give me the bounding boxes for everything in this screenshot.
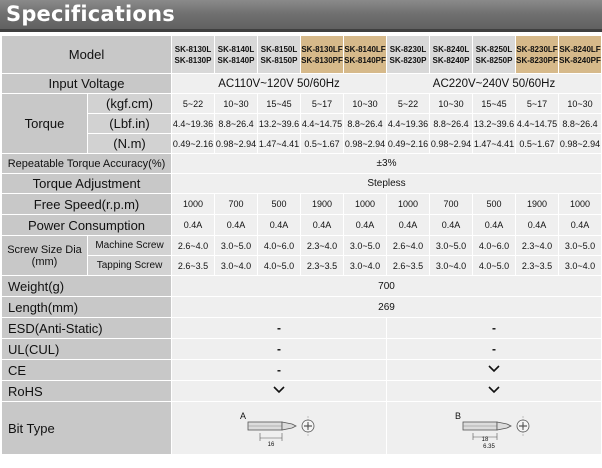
tapping-screw-label: Tapping Screw <box>88 256 172 276</box>
tapping-screw-cell: 2.6~3.5 <box>172 256 215 276</box>
ce-left <box>172 360 387 381</box>
ce-row <box>2 360 602 381</box>
model-cell: SK-8140L SK-8140P <box>215 36 258 74</box>
bit-b-icon <box>449 407 539 449</box>
torque-nm-cell: 0.5~1.67 <box>301 134 344 154</box>
torque-lbf-cell: 4.4~14.75 <box>301 114 344 134</box>
free-speed-cell: 1000 <box>172 194 215 215</box>
torque-lbf-cell: 8.8~26.4 <box>215 114 258 134</box>
torque-adjust-value: Stepless <box>172 174 602 194</box>
torque-nm-cell: 0.98~2.94 <box>559 134 602 154</box>
free-speed-cell: 1000 <box>387 194 430 215</box>
tapping-screw-cell: 3.0~4.0 <box>344 256 387 276</box>
model-cell: SK-8230LF SK-8230PF <box>516 36 559 74</box>
power-cell: 0.4A <box>172 215 215 236</box>
model-cell: SK-8150L SK-8150P <box>258 36 301 74</box>
model-label: Model <box>2 36 172 74</box>
torque-lbf-cell: 4.4~19.36 <box>387 114 430 134</box>
free-speed-cell: 700 <box>430 194 473 215</box>
power-cell: 0.4A <box>516 215 559 236</box>
ul-left <box>172 339 387 360</box>
torque-kgf-cell: 15~45 <box>473 94 516 114</box>
weight-row <box>2 276 602 297</box>
ul-row <box>2 339 602 360</box>
tapping-screw-row <box>2 256 602 276</box>
esd-row <box>2 318 602 339</box>
torque-lbf-cell: 4.4~14.75 <box>516 114 559 134</box>
voltage-right: AC220V~240V 50/60Hz <box>387 74 602 94</box>
torque-kgf-cell: 10~30 <box>430 94 473 114</box>
model-row <box>2 36 602 74</box>
power-cell: 0.4A <box>559 215 602 236</box>
free-speed-cell: 700 <box>215 194 258 215</box>
torque-kgf-label: (kgf.cm) <box>88 94 172 114</box>
model-cell: SK-8240LF SK-8240PF <box>559 36 602 74</box>
rohs-right <box>387 381 602 402</box>
torque-lbf-cell: 4.4~19.36 <box>172 114 215 134</box>
screw-size-label: Screw Size Dia (mm) <box>2 236 88 276</box>
power-cell: 0.4A <box>473 215 516 236</box>
power-cell: 0.4A <box>215 215 258 236</box>
repeatable-row <box>2 154 602 174</box>
free-speed-label: Free Speed(r.p.m) <box>2 194 172 215</box>
torque-lbf-cell: 8.8~26.4 <box>344 114 387 134</box>
length-row <box>2 297 602 318</box>
torque-kgf-cell: 10~30 <box>344 94 387 114</box>
model-cell: SK-8250L SK-8250P <box>473 36 516 74</box>
machine-screw-cell: 3.0~5.0 <box>559 236 602 256</box>
length-value: 269 <box>172 297 602 318</box>
voltage-left: AC110V~120V 50/60Hz <box>172 74 387 94</box>
tapping-screw-cell: 2.3~3.5 <box>516 256 559 276</box>
torque-lbf-cell: 13.2~39.6 <box>258 114 301 134</box>
repeatable-label: Repeatable Torque Accuracy(%) <box>2 154 172 174</box>
machine-screw-cell: 3.0~5.0 <box>344 236 387 256</box>
torque-kgf-cell: 5~17 <box>301 94 344 114</box>
power-cell: 0.4A <box>430 215 473 236</box>
torque-nm-cell: 0.98~2.94 <box>215 134 258 154</box>
free-speed-cell: 1900 <box>301 194 344 215</box>
free-speed-cell: 1000 <box>344 194 387 215</box>
model-cell: SK-8230L SK-8230P <box>387 36 430 74</box>
torque-lbf-cell: 13.2~39.6 <box>473 114 516 134</box>
machine-screw-cell: 4.0~6.0 <box>473 236 516 256</box>
bit-type-label: Bit Type <box>2 402 172 455</box>
torque-nm-cell: 0.49~2.16 <box>172 134 215 154</box>
dash-mark: - <box>277 321 282 335</box>
dash-mark: - <box>277 363 282 377</box>
torque-kgf-row <box>2 94 602 114</box>
machine-screw-cell: 2.3~4.0 <box>516 236 559 256</box>
torque-lbf-cell: 8.8~26.4 <box>430 114 473 134</box>
esd-right <box>387 318 602 339</box>
length-label: Length(mm) <box>2 297 172 318</box>
machine-screw-label: Machine Screw <box>88 236 172 256</box>
power-cell: 0.4A <box>387 215 430 236</box>
tapping-screw-cell: 3.0~4.0 <box>215 256 258 276</box>
page-title: Specifications <box>6 2 175 26</box>
input-voltage-label: Input Voltage <box>2 74 172 94</box>
dash-mark: - <box>492 321 497 335</box>
power-cell: 0.4A <box>301 215 344 236</box>
model-cell: SK-8130L SK-8130P <box>172 36 215 74</box>
free-speed-row <box>2 194 602 215</box>
torque-kgf-cell: 10~30 <box>215 94 258 114</box>
power-row <box>2 215 602 236</box>
power-cell: 0.4A <box>344 215 387 236</box>
rohs-row <box>2 381 602 402</box>
bit-type-row <box>2 402 602 455</box>
torque-label: Torque <box>2 94 88 154</box>
free-speed-cell: 500 <box>258 194 301 215</box>
machine-screw-cell: 2.6~4.0 <box>172 236 215 256</box>
svg-text:18: 18 <box>481 437 489 443</box>
repeatable-value: ±3% <box>172 154 602 174</box>
tapping-screw-cell: 3.0~4.0 <box>430 256 473 276</box>
model-cell: SK-8140LF SK-8140PF <box>344 36 387 74</box>
machine-screw-cell: 3.0~5.0 <box>430 236 473 256</box>
machine-screw-cell: 3.0~5.0 <box>215 236 258 256</box>
header-bar <box>0 0 602 32</box>
torque-adjust-label: Torque Adjustment <box>2 174 172 194</box>
machine-screw-cell: 2.6~4.0 <box>387 236 430 256</box>
torque-kgf-cell: 10~30 <box>559 94 602 114</box>
torque-kgf-cell: 5~22 <box>387 94 430 114</box>
torque-nm-cell: 0.98~2.94 <box>344 134 387 154</box>
ce-right <box>387 360 602 381</box>
bit-right <box>387 402 602 455</box>
tapping-screw-cell: 4.0~5.0 <box>258 256 301 276</box>
model-cell: SK-8130LF SK-8130PF <box>301 36 344 74</box>
free-speed-cell: 1000 <box>559 194 602 215</box>
svg-text:16: 16 <box>267 442 275 448</box>
tapping-screw-cell: 3.0~4.0 <box>559 256 602 276</box>
torque-nm-cell: 0.98~2.94 <box>430 134 473 154</box>
torque-lbf-label: (Lbf.in) <box>88 114 172 134</box>
model-cell: SK-8240L SK-8240P <box>430 36 473 74</box>
tapping-screw-cell: 4.0~5.0 <box>473 256 516 276</box>
torque-nm-cell: 1.47~4.41 <box>473 134 516 154</box>
esd-label: ESD(Anti-Static) <box>2 318 172 339</box>
power-cell: 0.4A <box>258 215 301 236</box>
bit-a-icon <box>234 407 324 449</box>
torque-lbf-cell: 8.8~26.4 <box>559 114 602 134</box>
free-speed-cell: 500 <box>473 194 516 215</box>
machine-screw-cell: 2.3~4.0 <box>301 236 344 256</box>
weight-label: Weight(g) <box>2 276 172 297</box>
input-voltage-row <box>2 74 602 94</box>
rohs-label: RoHS <box>2 381 172 402</box>
machine-screw-row <box>2 236 602 256</box>
check-icon <box>273 386 285 394</box>
tapping-screw-cell: 2.3~3.5 <box>301 256 344 276</box>
torque-nm-row <box>2 134 602 154</box>
svg-text:B: B <box>455 411 462 421</box>
check-icon <box>488 386 500 394</box>
torque-nm-cell: 0.49~2.16 <box>387 134 430 154</box>
free-speed-cell: 1900 <box>516 194 559 215</box>
ul-label: UL(CUL) <box>2 339 172 360</box>
dash-mark: - <box>492 342 497 356</box>
weight-value: 700 <box>172 276 602 297</box>
rohs-left <box>172 381 387 402</box>
torque-lbf-row <box>2 114 602 134</box>
ul-right <box>387 339 602 360</box>
svg-text:6.35: 6.35 <box>483 444 495 449</box>
torque-nm-cell: 0.5~1.67 <box>516 134 559 154</box>
torque-nm-cell: 1.47~4.41 <box>258 134 301 154</box>
check-icon <box>488 365 500 373</box>
esd-left <box>172 318 387 339</box>
bit-left <box>172 402 387 455</box>
torque-kgf-cell: 15~45 <box>258 94 301 114</box>
header-underline <box>0 29 602 32</box>
spec-table <box>1 35 602 455</box>
svg-text:A: A <box>240 411 247 421</box>
power-label: Power Consumption <box>2 215 172 236</box>
machine-screw-cell: 4.0~6.0 <box>258 236 301 256</box>
torque-nm-label: (N.m) <box>88 134 172 154</box>
tapping-screw-cell: 2.6~3.5 <box>387 256 430 276</box>
torque-kgf-cell: 5~17 <box>516 94 559 114</box>
torque-kgf-cell: 5~22 <box>172 94 215 114</box>
ce-label: CE <box>2 360 172 381</box>
torque-adjust-row <box>2 174 602 194</box>
dash-mark: - <box>277 342 282 356</box>
